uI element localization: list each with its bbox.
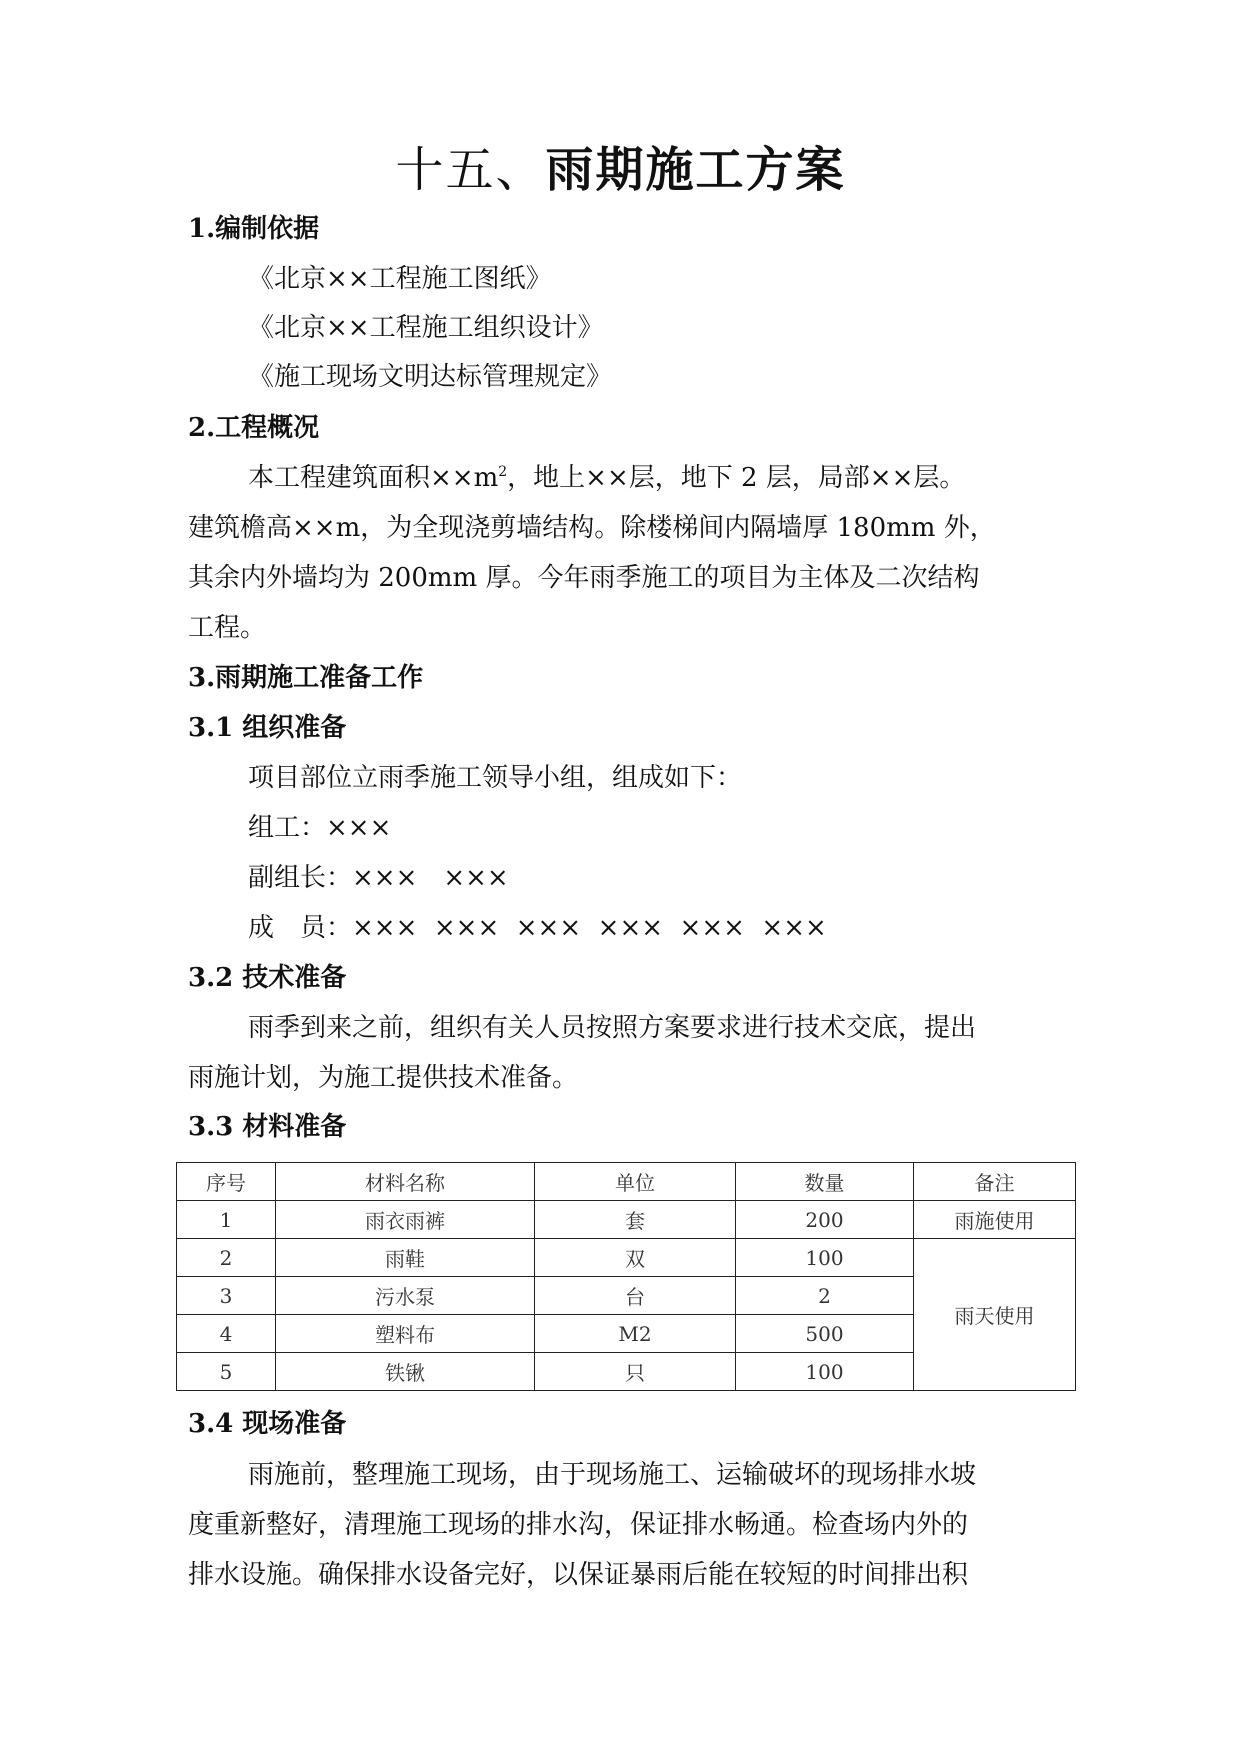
table-cell: 套 (535, 1201, 736, 1239)
overview-line-2: 建筑檐高××m，为全现浇剪墙结构。除楼梯间内隔墙厚 180mm 外， (188, 513, 996, 543)
section-heading-3-1: 3.1 组织准备 (188, 713, 347, 743)
site-line-1: 雨施前，整理施工现场，由于现场施工、运输破坏的现场排水坡 (248, 1460, 977, 1490)
section-heading-2: 2.工程概况 (188, 413, 320, 443)
section-heading-3-4: 3.4 现场准备 (188, 1409, 347, 1439)
table-cell: 2 (177, 1239, 276, 1277)
overview-line-1 (248, 461, 1128, 495)
org-members: 成 员：××× ××× ××× ××× ××× ××× (248, 913, 827, 943)
reference-item-3: 《施工现场文明达标管理规定》 (248, 362, 613, 392)
reference-item-1: 《北京××工程施工图纸》 (248, 264, 552, 294)
table-cell: 1 (177, 1201, 276, 1239)
page-title (0, 140, 1241, 200)
title-prefix: 十五、 (395, 142, 546, 198)
table-cell: M2 (535, 1315, 736, 1353)
table-cell: 2 (736, 1277, 914, 1315)
org-deputy: 副组长：××× ××× (248, 863, 509, 893)
table-cell: 3 (177, 1277, 276, 1315)
section-heading-3: 3.雨期施工准备工作 (188, 663, 424, 693)
table-cell: 台 (535, 1277, 736, 1315)
table-cell: 4 (177, 1315, 276, 1353)
table-cell: 100 (736, 1353, 914, 1391)
org-leader: 组工：××× (248, 813, 392, 843)
section-heading-3-3: 3.3 材料准备 (188, 1112, 347, 1142)
section-heading-1: 1.编制依据 (188, 214, 320, 244)
header-cell: 备注 (914, 1163, 1076, 1201)
table-header-row (177, 1163, 1076, 1201)
header-cell: 单位 (535, 1163, 736, 1201)
table-cell: 雨施使用 (914, 1201, 1076, 1239)
table-row (177, 1201, 1076, 1239)
site-line-3: 排水设施。确保排水设备完好，以保证暴雨后能在较短的时间排出积 (188, 1560, 969, 1590)
materials-table (176, 1162, 1076, 1391)
overview-line-3: 其余内外墙均为 200mm 厚。今年雨季施工的项目为主体及二次结构 (188, 563, 980, 593)
tech-line-1: 雨季到来之前，组织有关人员按照方案要求进行技术交底，提出 (248, 1013, 977, 1043)
header-cell: 数量 (736, 1163, 914, 1201)
table-cell: 污水泵 (276, 1277, 535, 1315)
header-cell: 序号 (177, 1163, 276, 1201)
table-cell: 塑料布 (276, 1315, 535, 1353)
table-cell: 5 (177, 1353, 276, 1391)
table-cell: 100 (736, 1239, 914, 1277)
table-cell: 雨鞋 (276, 1239, 535, 1277)
table-cell: 200 (736, 1201, 914, 1239)
reference-item-2: 《北京××工程施工组织设计》 (248, 313, 604, 343)
overview-line-1a: 本工程建筑面积××m (248, 463, 499, 493)
table-cell: 只 (535, 1353, 736, 1391)
title-main: 雨期施工方案 (545, 142, 846, 198)
overview-line-1b: ，地上××层，地下 2 层，局部××层。 (507, 463, 966, 493)
table-cell: 500 (736, 1315, 914, 1353)
table-cell: 雨衣雨裤 (276, 1201, 535, 1239)
superscript: 2 (498, 464, 508, 480)
tech-line-2: 雨施计划，为施工提供技术准备。 (188, 1063, 579, 1093)
table-cell: 铁锹 (276, 1353, 535, 1391)
site-line-2: 度重新整好，清理施工现场的排水沟，保证排水畅通。检查场内外的 (188, 1510, 969, 1540)
overview-line-4: 工程。 (188, 613, 267, 643)
table-cell-merged: 雨天使用 (914, 1239, 1076, 1391)
header-cell: 材料名称 (276, 1163, 535, 1201)
table-cell: 双 (535, 1239, 736, 1277)
section-heading-3-2: 3.2 技术准备 (188, 963, 347, 993)
table-row (177, 1239, 1076, 1277)
org-intro: 项目部位立雨季施工领导小组，组成如下： (248, 763, 743, 793)
